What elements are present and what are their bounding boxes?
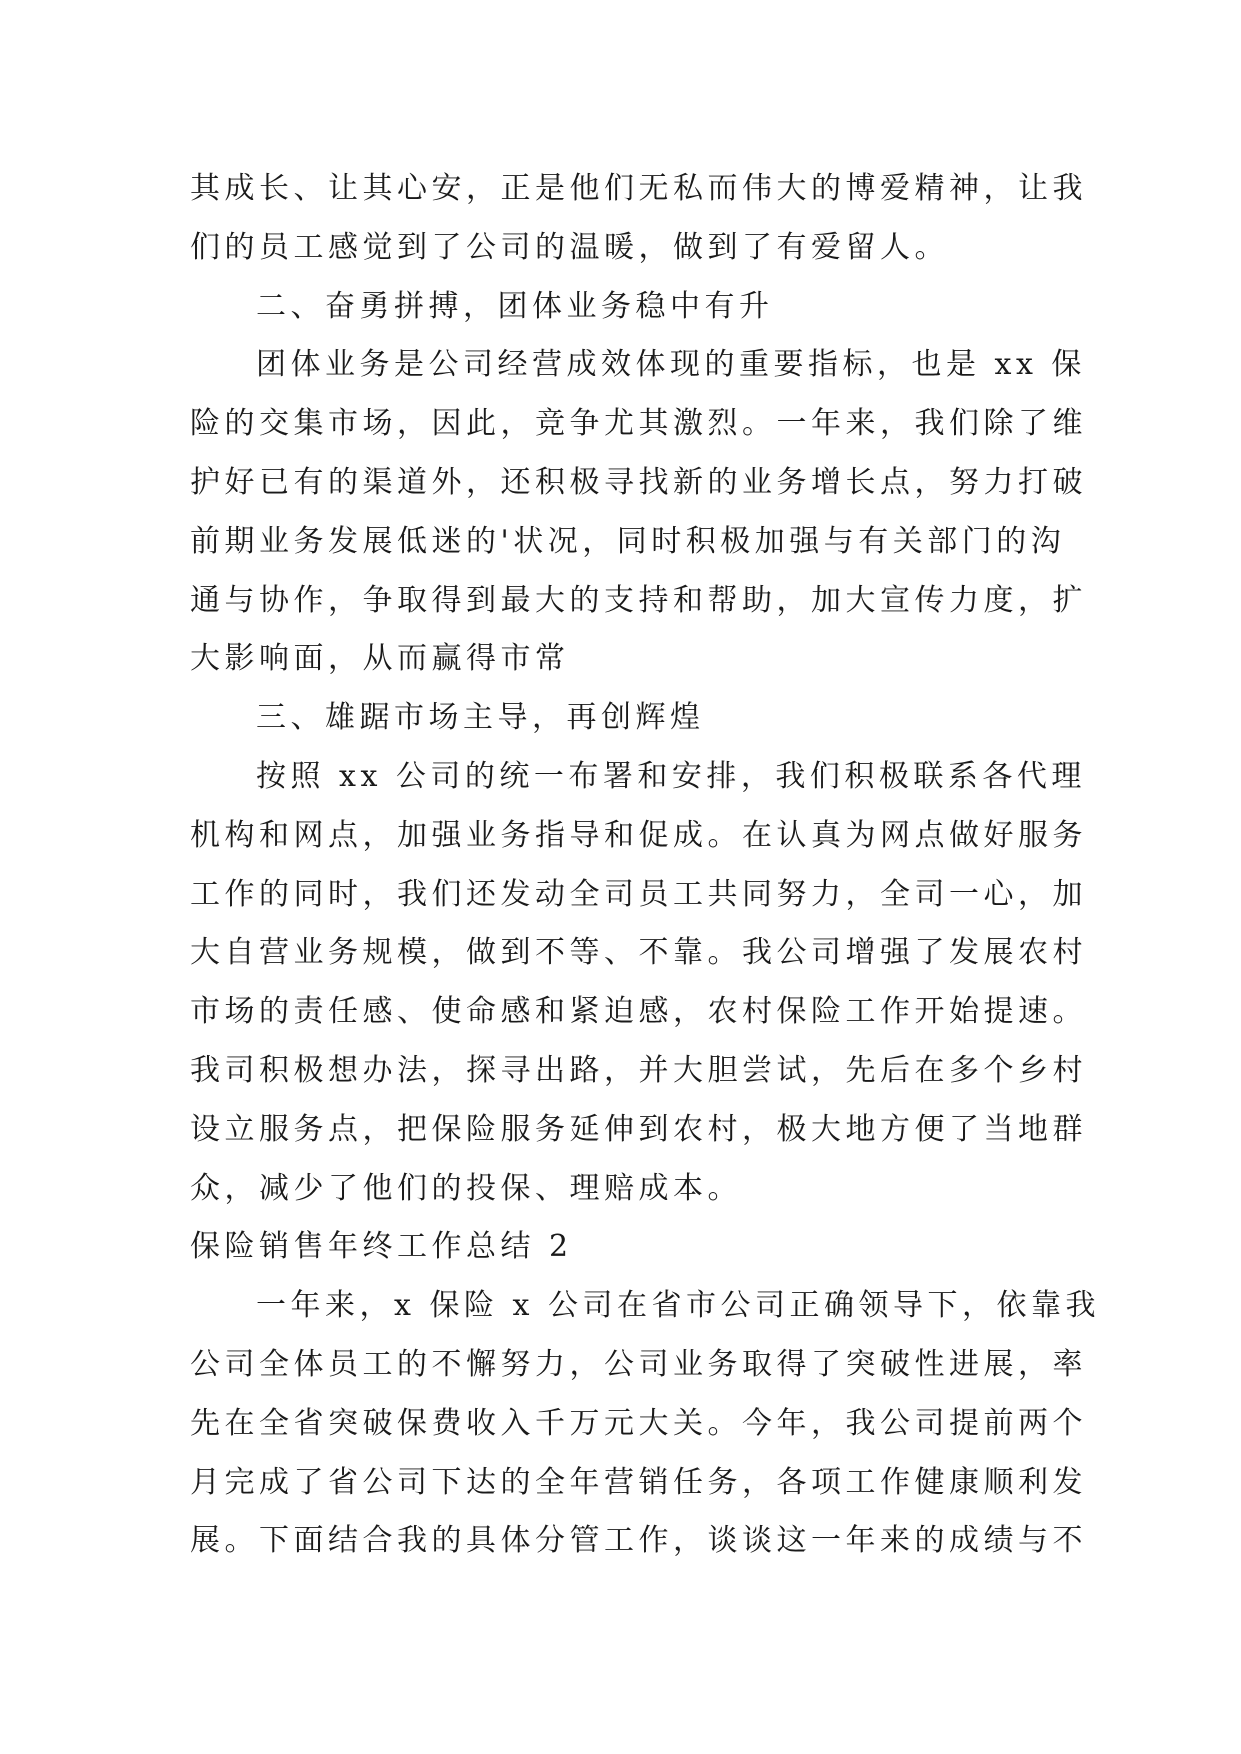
paragraph-line: 大自营业务规模，做到不等、不靠。我公司增强了发展农村 xyxy=(190,935,1087,971)
paragraph-line: 团体业务是公司经营成效体现的重要指标，也是 xx 保 xyxy=(256,347,1086,383)
paragraph-line: 公司全体员工的不懈努力，公司业务取得了突破性进展，率 xyxy=(190,1346,1087,1382)
paragraph-line: 设立服务点，把保险服务延伸到农村，极大地方便了当地群 xyxy=(190,1111,1087,1147)
section-heading-2: 二、奋勇拼搏，团体业务稳中有升 xyxy=(256,288,774,324)
section-heading-3: 三、雄踞市场主导，再创辉煌 xyxy=(256,700,705,736)
paragraph-line: 通与协作，争取得到最大的支持和帮助，加大宣传力度，扩 xyxy=(190,582,1087,618)
paragraph-line: 一年来，x 保险 x 公司在省市公司正确领导下，依靠我 xyxy=(256,1288,1100,1324)
paragraph-line: 工作的同时，我们还发动全司员工共同努力，全司一心，加 xyxy=(190,876,1087,912)
paragraph-line: 前期业务发展低迷的'状况，同时积极加强与有关部门的沟 xyxy=(190,523,1066,559)
paragraph-line: 护好已有的渠道外，还积极寻找新的业务增长点，努力打破 xyxy=(190,464,1087,500)
paragraph-line: 大影响面，从而赢得市常 xyxy=(190,641,570,677)
paragraph-line: 展。下面结合我的具体分管工作，谈谈这一年来的成绩与不 xyxy=(190,1523,1087,1559)
paragraph-line: 众，减少了他们的投保、理赔成本。 xyxy=(190,1170,742,1206)
paragraph-line: 机构和网点，加强业务指导和促成。在认真为网点做好服务 xyxy=(190,817,1087,853)
paragraph-line: 们的员工感觉到了公司的温暖，做到了有爱留人。 xyxy=(190,229,949,265)
document-title: 保险销售年终工作总结 2 xyxy=(190,1229,573,1265)
paragraph-line: 月完成了省公司下达的全年营销任务，各项工作健康顺利发 xyxy=(190,1464,1087,1500)
document-body xyxy=(190,160,1100,1571)
paragraph-line: 我司积极想办法，探寻出路，并大胆尝试，先后在多个乡村 xyxy=(190,1052,1087,1088)
paragraph-line: 险的交集市场，因此，竞争尤其激烈。一年来，我们除了维 xyxy=(190,406,1087,442)
paragraph-line: 按照 xx 公司的统一布署和安排，我们积极联系各代理 xyxy=(256,758,1086,794)
paragraph-line: 其成长、让其心安，正是他们无私而伟大的博爱精神，让我 xyxy=(190,171,1087,206)
paragraph-line: 先在全省突破保费收入千万元大关。今年，我公司提前两个 xyxy=(190,1405,1087,1441)
paragraph-line: 市场的责任感、使命感和紧迫感，农村保险工作开始提速。 xyxy=(190,994,1087,1030)
